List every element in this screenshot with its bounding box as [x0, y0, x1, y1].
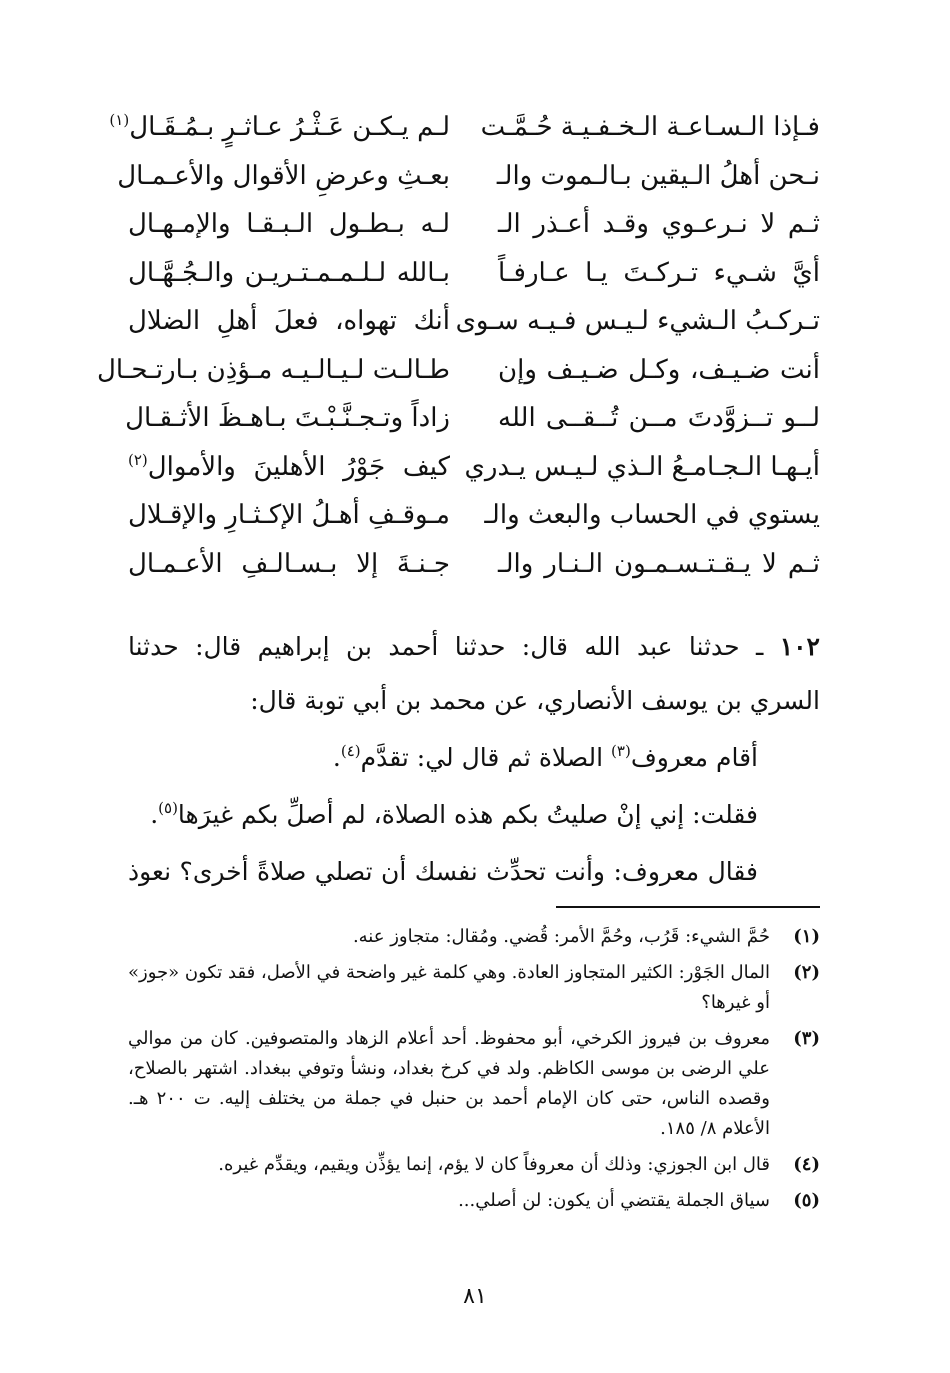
verse-first-hemistich: ثـم لا نـرعـوي وقـد أعـذر الـ [498, 209, 820, 240]
footnote-number: (٤) [793, 1154, 820, 1175]
poem-verse [128, 200, 820, 249]
footnote-ref[interactable]: (٣) [611, 742, 631, 760]
verse-first-hemistich: فـإذا الـسـاعـة الـخـفـيـة حُـمَّـت [480, 112, 820, 143]
footnote [128, 1024, 820, 1144]
verse-second-hemistich [128, 443, 450, 491]
footnote-divider [556, 906, 820, 908]
footnote-number: (٥) [793, 1190, 820, 1211]
poem-verse [125, 394, 820, 443]
hemistich-text: لـم يـكـن عَـثْـرُ عـاثـرٍ بـمُـقَـال [129, 112, 450, 143]
footnote-ref[interactable]: (١) [109, 111, 130, 130]
footnote-number: (٢) [793, 962, 820, 983]
narration [128, 622, 820, 900]
footnote-text: حُمَّ الشيء: قَرُب، وحُمَّ الأمر: قُضي. ومُقال: متجاوز عنه. [352, 926, 770, 947]
verse-first-hemistich: تـركـبُ الـشيء لـيـس فـيـه سـوى [455, 306, 820, 337]
footnote-ref[interactable]: (٤) [340, 742, 361, 760]
narration-text: . [332, 743, 341, 772]
footnote-number: (١) [793, 926, 820, 947]
verse-first-hemistich: أنت ضـيـف، وكـل ضـيـف وإن [498, 354, 820, 385]
footnotes [128, 922, 820, 1222]
hemistich-text: كيف جَوْرُ الأهلينَ والأموال [147, 451, 450, 482]
narration-line [128, 622, 820, 672]
verse-second-hemistich: جـنـةَ إلا بـسـالـفِ الأعـمـال [128, 548, 450, 579]
footnote [128, 1186, 820, 1216]
footnote-text: المال الجَوْر: الكثير المتجاوز العادة. وهي كلمة غير واضحة في الأصل، فقد تكون «جوز» أو غيرها؟ [127, 962, 770, 1013]
verse-second-hemistich: بعـثِ وعرضِ الأقوال والأعـمـال [117, 160, 450, 191]
poem [96, 103, 820, 588]
narration-line: فقال معروف: وأنت تحدِّث نفسك أن تصلي صلاةً أخرى؟ نعوذ [128, 857, 758, 886]
narration-line [128, 729, 820, 786]
verse-first-hemistich: أيَّ شـيء تـركـتَ يـا عـارفـاً [498, 257, 820, 288]
verse-first-hemistich: لــو تــزوَّدتَ مــن تُــقــى الله [498, 403, 820, 434]
verse-second-hemistich [109, 103, 450, 151]
poem-verse [128, 491, 820, 540]
poem-verse [128, 443, 820, 492]
narration-text: الصلاة ثم قال لي: تقدَّم [360, 743, 612, 772]
poem-verse [96, 346, 820, 395]
verse-second-hemistich: لـه بـطـول الـبـقـا والإمـهـال [128, 209, 450, 240]
poem-verse [128, 249, 820, 298]
footnote-text: سياق الجملة يقتضي أن يكون: لن أصلي... [458, 1190, 770, 1211]
footnote [128, 922, 820, 952]
poem-verse [117, 152, 820, 201]
verse-first-hemistich: ثـم لا يـقـتـسـمـون الـنـار والـ [498, 548, 820, 579]
footnote-text: قال ابن الجوزي: وذلك أن معروفاً كان لا يؤم، إنما يؤذِّن ويقيم، ويقدِّم غيره. [218, 1154, 770, 1175]
narration-number: ١٠٢ [779, 632, 820, 661]
verse-second-hemistich: زاداً وتـجـنَّـبْـتَ بـاهـظَ الأثـقـال [125, 403, 450, 434]
verse-first-hemistich: أيـهـا الـجـامـعُ الـذي لـيـس يـدري [464, 451, 820, 482]
footnote [128, 1150, 820, 1180]
narration-line [128, 786, 820, 843]
narration-text: . [150, 800, 159, 829]
footnote-number: (٣) [793, 1028, 820, 1049]
verse-second-hemistich: مـوقـفِ أهـلُ الإكـثـارِ والإقـلال [127, 500, 450, 531]
verse-second-hemistich: أنك تهواه، فعلَ أهلِ الضلال [128, 306, 450, 337]
verse-second-hemistich: طـالـت لـيـالـيـه مـؤذِن بـارتـحـال [96, 354, 450, 385]
narration-line: السري بن يوسف الأنصاري، عن محمد بن أبي توبة قال: [250, 686, 820, 715]
poem-verse [128, 540, 820, 589]
poem-verse [109, 103, 820, 152]
footnote [128, 958, 820, 1018]
verse-first-hemistich: يستوي في الحساب والبعث والـ [484, 500, 820, 531]
page-number: ٨١ [463, 1284, 487, 1309]
narration-text: فقلت: إني إنْ صليتُ بكم هذه الصلاة، لم أصلِّ بكم غيرَها [177, 800, 758, 829]
narration-text: ـ حدثنا عبد الله قال: حدثنا أحمد بن إبراهيم قال: حدثنا [128, 632, 780, 661]
footnote-ref[interactable]: (٥) [158, 799, 178, 817]
narration-text: أقام معروف [630, 743, 758, 772]
poem-verse [128, 297, 820, 346]
verse-second-hemistich: بـالله لـلـمـمـتـريـن والـجُـهَّـال [128, 257, 450, 288]
verse-first-hemistich: نـحن أهلُ الـيقين بـالـموت والـ [496, 160, 820, 191]
footnote-text: معروف بن فيروز الكرخي، أبو محفوظ. أحد أعلام الزهاد والمتصوفين. كان من موالي علي الرضى بن موسى الكاظم. ولد في كرخ بغداد، ونشأ وتوفي ببغداد. اشتهر بالصلاح، وقصده الناس، حتى كان الإمام أحمد بن حنبل في جملة من يختلف إليه. ت ٢٠٠ هـ. الأعلام ٨/ ١٨٥. [128, 1028, 770, 1139]
footnote-ref[interactable]: (٢) [128, 450, 148, 469]
